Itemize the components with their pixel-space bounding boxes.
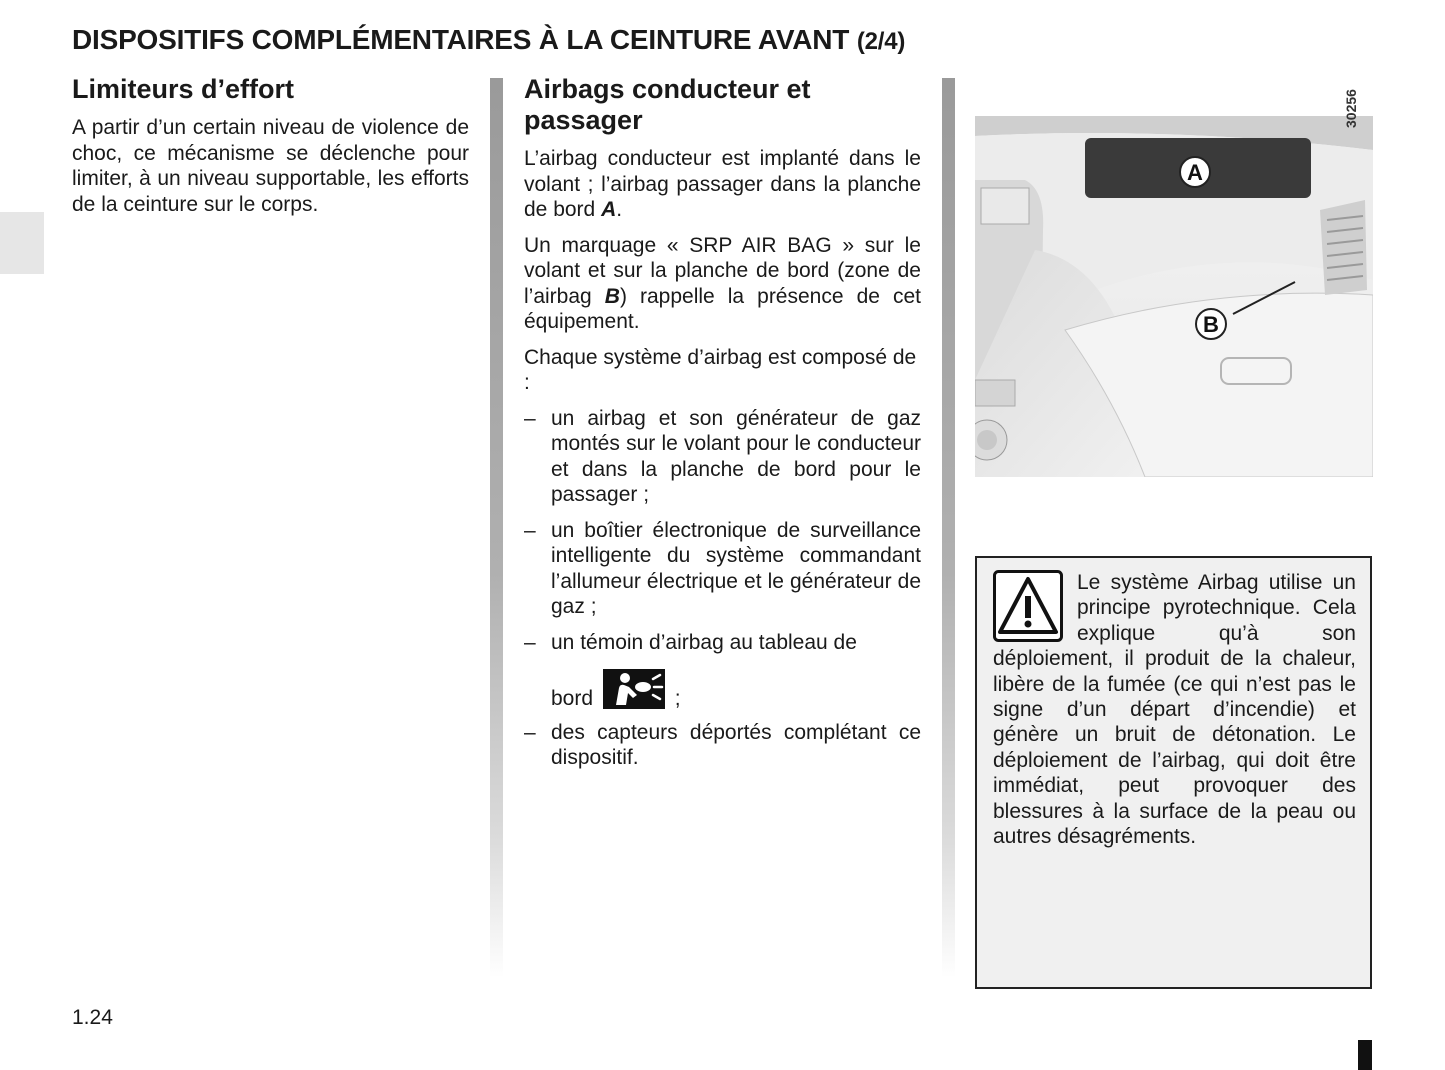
page-corner-mark	[1358, 1040, 1372, 1070]
airbag-warning-light-icon	[603, 669, 665, 709]
figure-reference: 30256	[1343, 89, 1359, 128]
column-divider-1	[490, 78, 503, 978]
list-item: – des capteurs déportés complétant ce dispositif.	[524, 720, 921, 771]
paragraph-text: Un marquage « SRP AIR BAG » sur le volant et sur la planche de bord (zone de l’airbag	[524, 233, 921, 308]
section-title-limiteurs: Limiteurs d’effort	[72, 74, 295, 104]
warning-triangle-icon	[993, 570, 1063, 642]
paragraph-marking	[524, 233, 921, 335]
dashboard-illustration	[975, 80, 1373, 477]
list-item: – un boîtier électronique de surveillance intelligente du système commandant l’allumeur électrique et le générateur de gaz ;	[524, 518, 921, 620]
column-limiteurs	[72, 74, 469, 227]
paragraph-airbag-location	[524, 146, 921, 223]
paragraph-text-end: .	[616, 198, 623, 221]
list-item-text: un témoin d’airbag au tableau de	[551, 630, 857, 654]
paragraph-text: L’airbag conducteur est implanté dans le volant ; l’airbag passager dans la planche de bord	[524, 147, 921, 221]
page-title	[72, 24, 905, 56]
section-title-airbags: Airbags conducteur et passager	[524, 74, 811, 135]
reference-b: B	[604, 284, 620, 308]
list-item-text-end: ;	[674, 687, 681, 710]
paragraph-limiteurs: A partir d’un certain niveau de violence de choc, ce mécanisme se déclenche pour limiter, à un niveau supportable, les efforts de la ceinture sur le corps.	[72, 116, 469, 216]
list-item	[524, 630, 921, 712]
component-list	[524, 406, 921, 771]
column-airbags	[524, 74, 921, 781]
page-title-part: (2/4)	[856, 28, 906, 55]
reference-a: A	[601, 198, 617, 221]
page-number: 1.24	[72, 1006, 113, 1029]
list-item-text: bord	[551, 687, 594, 710]
warning-box	[975, 556, 1372, 989]
list-item: – un airbag et son générateur de gaz montés sur le volant pour le conducteur et dans la planche de bord pour le passager ;	[524, 406, 921, 508]
warning-text: Le système Airbag utilise un principe pyrotechnique. Cela explique qu’à son déploiement, il produit de la chaleur, libère de la fumée (ce qui n’est pas le signe d’un départ d’incendie) et génère un bruit de détonation. Le déploiement de l’airbag, qui doit être immédiat, peut provoquer des blessures à la surface de la peau ou autres désagréments.	[993, 571, 1356, 849]
label-a: A	[1187, 160, 1203, 185]
paragraph-text-end: ) rappelle la présence de cet équipement.	[524, 284, 921, 333]
page-title-text: DISPOSITIFS COMPLÉMENTAIRES À LA CEINTURE AVANT	[72, 24, 850, 55]
column-divider-2	[942, 78, 955, 978]
paragraph-composition: Chaque système d’airbag est composé de :	[524, 345, 917, 394]
chapter-tab	[0, 212, 44, 274]
label-b: B	[1203, 312, 1219, 337]
